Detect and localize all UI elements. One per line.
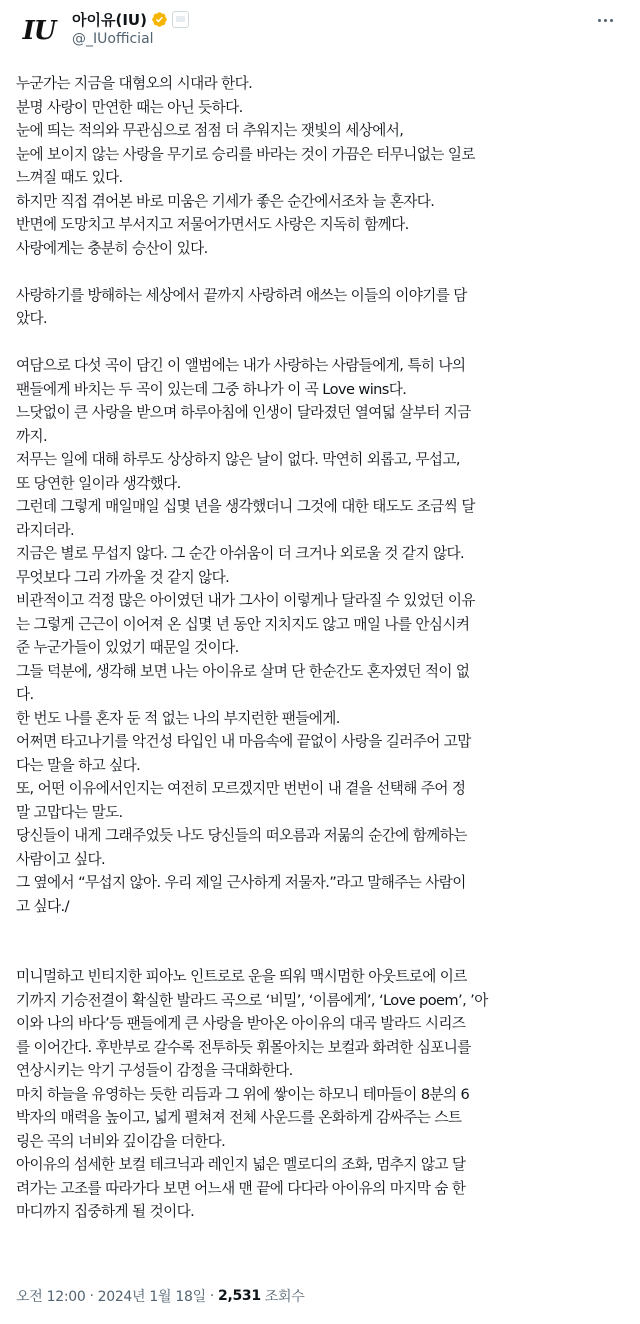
- post-paragraph: 반면에 도망치고 부서지고 저물어가면서도 사랑은 지독히 함께다.: [16, 216, 409, 233]
- display-name[interactable]: 아이유(IU): [72, 10, 147, 29]
- post-paragraph: 눈에 띄는 적의와 무관심으로 점점 더 추워지는 잿빛의 세상에서,: [16, 122, 404, 139]
- post-paragraph: 어쩌면 타고나기를 악건성 타입인 내 마음속에 끝없이 사랑을 길러주어 고맙 다는 말을 하고 싶다.: [16, 733, 471, 774]
- post-paragraph: 저무는 일에 대해 하루도 상상하지 않은 날이 없다. 막연히 외롭고, 무섭고, 또 당연한 일이라 생각했다.: [16, 451, 460, 492]
- post-paragraph: 느닷없이 큰 사랑을 받으며 하루아침에 인생이 달라졌던 열여덟 살부터 지금 까지.: [16, 404, 471, 445]
- post-date[interactable]: 2024년 1월 18일: [97, 1289, 206, 1305]
- separator: ·: [89, 1288, 94, 1304]
- post-paragraph: 그런데 그렇게 매일매일 십몇 년을 생각했더니 그것에 대한 태도도 조금씩 달 라지더라.: [16, 498, 475, 539]
- post-paragraph: 비관적이고 걱정 많은 아이였던 내가 그사이 이렇게나 달라질 수 있었던 이유 는 그렇게 근근이 이어져 온 십몇 년 동안 지치지도 않고 매일 나를 안심시켜 준 누군가들이 있었기 때문일 것이다.: [16, 592, 475, 656]
- views-label: 조회수: [264, 1289, 305, 1305]
- post-paragraph: 여담으로 다섯 곡이 담긴 이 앨범에는 내가 사랑하는 사람들에게, 특히 나의 팬들에게 바치는 두 곡이 있는데 그중 하나가 이 곡 Love wins다.: [16, 357, 466, 398]
- post-time[interactable]: 오전 12:00: [16, 1289, 86, 1305]
- post-paragraph: 사랑하기를 방해하는 세상에서 끝까지 사랑하려 애쓰는 이들의 이야기를 담 았다.: [16, 286, 467, 327]
- post-paragraph: 또, 어떤 이유에서인지는 여전히 모르겠지만 번번이 내 곁을 선택해 주어 정 말 고맙다는 말도.: [16, 780, 466, 821]
- avatar-logo: IU: [22, 16, 56, 46]
- separator: ·: [209, 1288, 214, 1304]
- more-options-icon[interactable]: [590, 10, 620, 30]
- post-paragraph: 사랑에게는 충분히 승산이 있다.: [16, 239, 208, 257]
- post-paragraph: 당신들이 내게 그래주었듯 나도 당신들의 떠오름과 저묾의 순간에 함께하는 사람이고 싶다.: [16, 827, 467, 868]
- handle[interactable]: @_IUofficial: [72, 31, 154, 47]
- post-paragraph: 하지만 직접 겪어본 바로 미움은 기세가 좋은 순간에서조차 늘 혼자다.: [16, 192, 435, 210]
- post-paragraph: 지금은 별로 무섭지 않다. 그 순간 아쉬움이 더 크거나 외로울 것 같지 않다.: [16, 545, 464, 562]
- post-paragraph: 그 옆에서 “무섭지 않아. 우리 제일 근사하게 저물자.”라고 말해주는 사람이 고 싶다./: [16, 874, 466, 915]
- post-paragraph: 무엇보다 그리 가까울 것 같지 않다.: [16, 568, 230, 586]
- affiliate-badge-icon[interactable]: [172, 11, 189, 28]
- blank-line: [16, 260, 628, 284]
- post-paragraph: 눈에 보이지 않는 사랑을 무기로 승리를 바라는 것이 가끔은 터무니없는 일로 느껴질 때도 있다.: [16, 145, 475, 186]
- post-body: [16, 72, 628, 1224]
- blank-line: [16, 942, 628, 966]
- post-meta: [16, 1286, 304, 1306]
- post-header: [0, 0, 640, 64]
- post-paragraph: 미니멀하고 빈티지한 피아노 인트로로 운을 띄워 맥시멈한 아웃트로에 이르 기까지 기승전결이 확실한 발라드 곡으로 ‘비밀’, ‘이름에게’, ‘Love poem’, ’아 이와 나의 바다’등 팬들에게 큰 사랑을 받아온 아이유의 대곡 발라드 시리즈 를 이어간다. 후반부로 갈수록 전투하듯 휘몰아치는 보컬과 화려한 심포니를 연상시키는 악기 구성들이 감정을 극대화한다.: [16, 968, 488, 1079]
- post-paragraph: 분명 사랑이 만연한 때는 아닌 듯하다.: [16, 98, 243, 116]
- post-paragraph: 그들 덕분에, 생각해 보면 나는 아이유로 살며 단 한순간도 혼자였던 적이 없 다.: [16, 662, 470, 703]
- blank-line: [16, 918, 628, 942]
- name-row: [72, 8, 189, 30]
- post-paragraph: 누군가는 지금을 대혐오의 시대라 한다.: [16, 75, 253, 92]
- views-count: 2,531: [218, 1288, 261, 1304]
- avatar[interactable]: [16, 8, 62, 54]
- blank-line: [16, 331, 628, 355]
- post-paragraph: 아이유의 섬세한 보컬 테크닉과 레인지 넓은 멜로디의 조화, 멈추지 않고 달 려가는 고조를 따라가다 보면 어느새 맨 끝에 다다라 아이유의 마지막 숨 한 마디까지 집중하게 될 것이다.: [16, 1156, 466, 1220]
- post-paragraph: 한 번도 나를 혼자 둔 적 없는 나의 부지런한 팬들에게.: [16, 709, 340, 727]
- post-paragraph: 마치 하늘을 유영하는 듯한 리듬과 그 위에 쌓이는 하모니 테마들이 8분의 6 박자의 매력을 높이고, 넓게 펼쳐져 전체 사운드를 온화하게 감싸주는 스트 링은 곡의 너비와 깊이감을 더한다.: [16, 1085, 470, 1150]
- verified-gold-check-icon: [151, 11, 168, 28]
